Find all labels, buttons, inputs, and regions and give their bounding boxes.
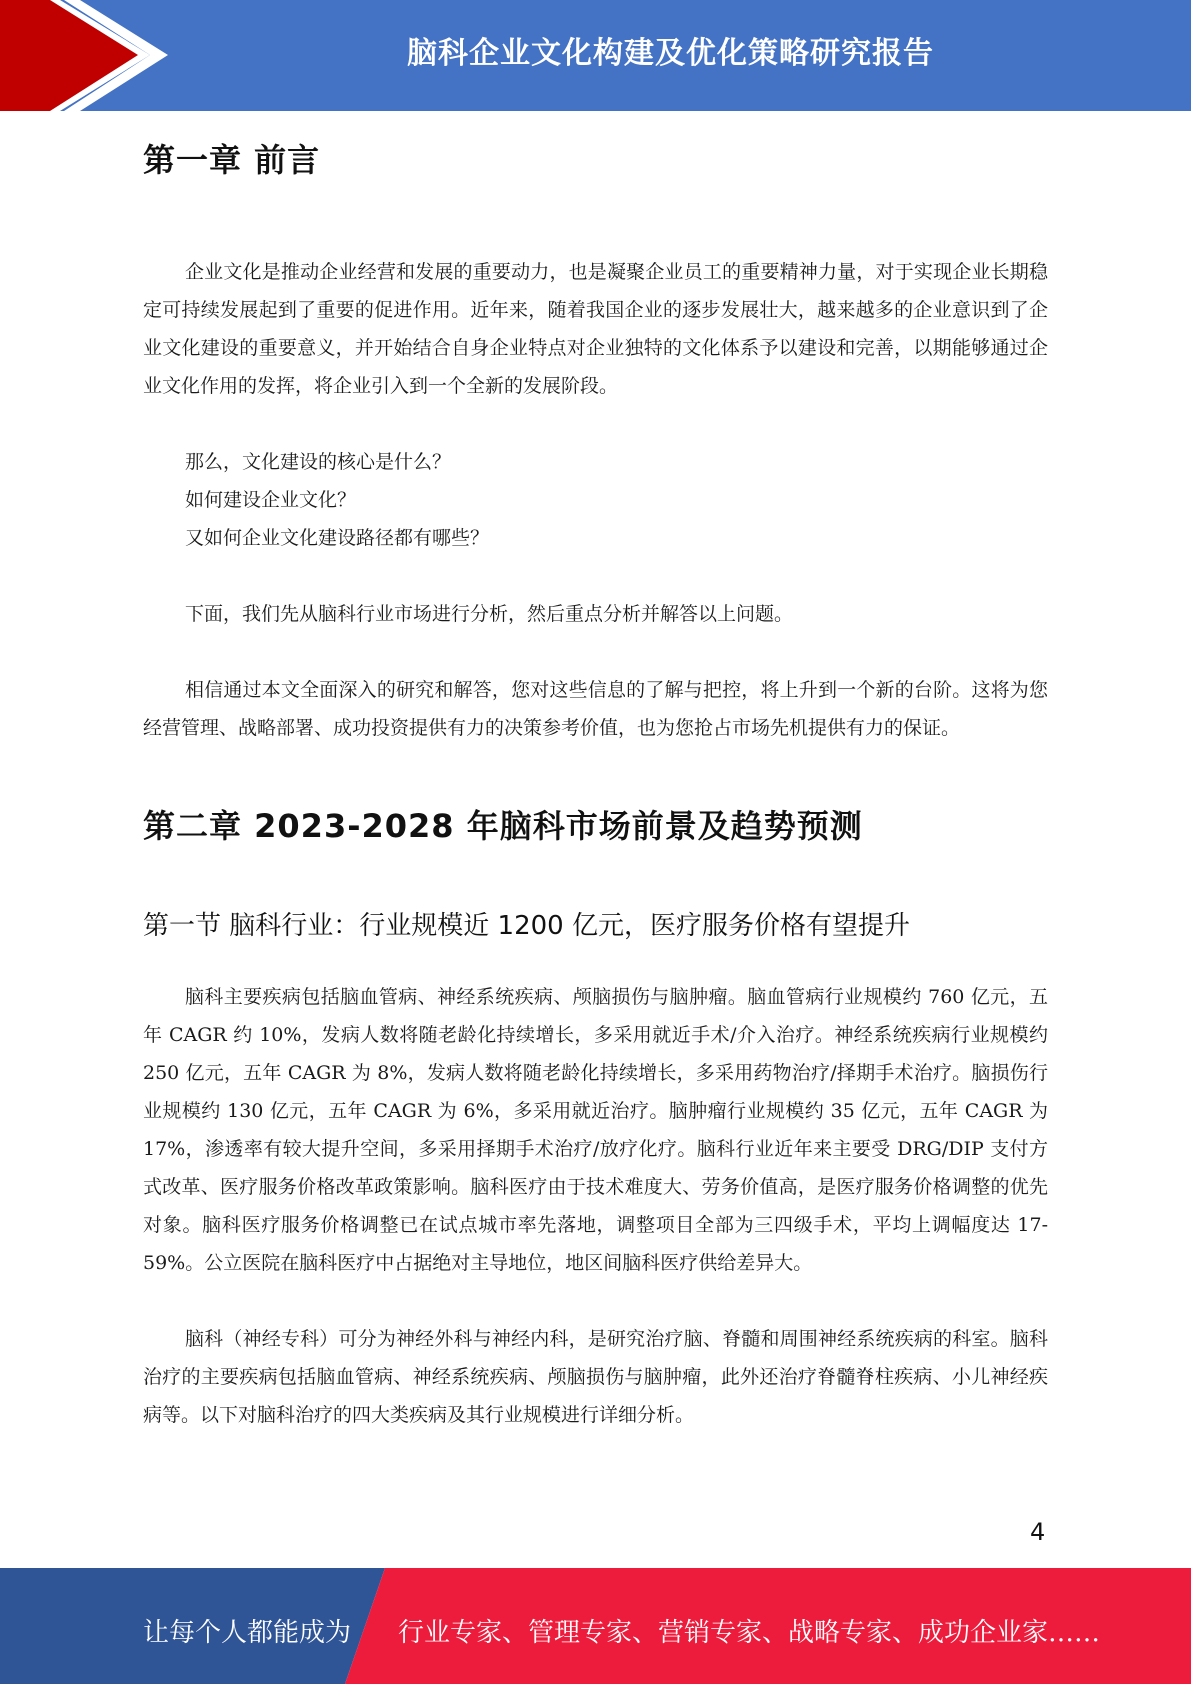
section1-title: 第一节 脑科行业：行业规模近 1200 亿元，医疗服务价格有望提升 xyxy=(143,911,910,941)
footer-slogan-right: 行业专家、管理专家、营销专家、战略专家、成功企业家…… xyxy=(398,1618,1101,1648)
chapter1-title: 第一章 前言 xyxy=(143,141,321,179)
page-content xyxy=(143,135,1048,1434)
page-header xyxy=(0,0,1191,111)
chapter1-paragraph-2: 下面，我们先从脑科行业市场进行分析，然后重点分析并解答以上问题。 xyxy=(185,603,794,625)
chapter2-paragraph-1: 脑科主要疾病包括脑血管病、神经系统疾病、颅脑损伤与脑肿瘤。脑血管病行业规模约 760 亿元，五年 CAGR 约 10%，发病人数将随老龄化持续增长，多采用就近手术/介入治疗。神经系统疾病行业规模约 250 亿元，五年 CAGR 为 8%，发病人数将随老龄化持续增长，多采用药物治疗/择期手术治疗。脑损伤行业规模约 130 亿元，五年 CAGR 为 6%，多采用就近治疗。脑肿瘤行业规模约 35 亿元，五年 CAGR 为 17%，渗透率有较大提升空间，多采用择期手术治疗/放疗化疗。脑科行业近年来主要受 DRG/DIP 支付方式改革、医疗服务价格改革政策影响。脑科医疗由于技术难度大、劳务价值高，是医疗服务价格调整的优先对象。脑科医疗服务价格调整已在试点城市率先落地，调整项目全部为三四级手术，平均上调幅度达 17-59%。公立医院在脑科医疗中占据绝对主导地位，地区间脑科医疗供给差异大。 xyxy=(143,986,1048,1274)
page-footer xyxy=(0,1568,1191,1684)
chapter2-paragraph-2: 脑科（神经专科）可分为神经外科与神经内科，是研究治疗脑、脊髓和周围神经系统疾病的科室。脑科治疗的主要疾病包括脑血管病、神经系统疾病、颅脑损伤与脑肿瘤，此外还治疗脊髓脊柱疾病、小儿神经疾病等。以下对脑科治疗的四大类疾病及其行业规模进行详细分析。 xyxy=(143,1328,1048,1426)
question-2: 如何建设企业文化？ xyxy=(185,489,357,511)
report-title: 脑科企业文化构建及优化策略研究报告 xyxy=(407,36,934,71)
chapter2-title: 第二章 2023-2028 年脑科市场前景及趋势预测 xyxy=(143,807,863,845)
question-3: 又如何企业文化建设路径都有哪些？ xyxy=(185,527,490,549)
footer-slogan-left: 让每个人都能成为 xyxy=(143,1618,352,1648)
chapter1-paragraph-1: 企业文化是推动企业经营和发展的重要动力，也是凝聚企业员工的重要精神力量，对于实现企业长期稳定可持续发展起到了重要的促进作用。近年来，随着我国企业的逐步发展壮大，越来越多的企业意识到了企业文化建设的重要意义，并开始结合自身企业特点对企业独特的文化体系予以建设和完善，以期能够通过企业文化作用的发挥，将企业引入到一个全新的发展阶段。 xyxy=(143,261,1048,397)
question-1: 那么，文化建设的核心是什么？ xyxy=(185,451,452,473)
page-number: 4 xyxy=(1030,1518,1046,1546)
chapter1-paragraph-3: 相信通过本文全面深入的研究和解答，您对这些信息的了解与把控，将上升到一个新的台阶。这将为您经营管理、战略部署、成功投资提供有力的决策参考价值，也为您抢占市场先机提供有力的保证。 xyxy=(143,679,1048,739)
